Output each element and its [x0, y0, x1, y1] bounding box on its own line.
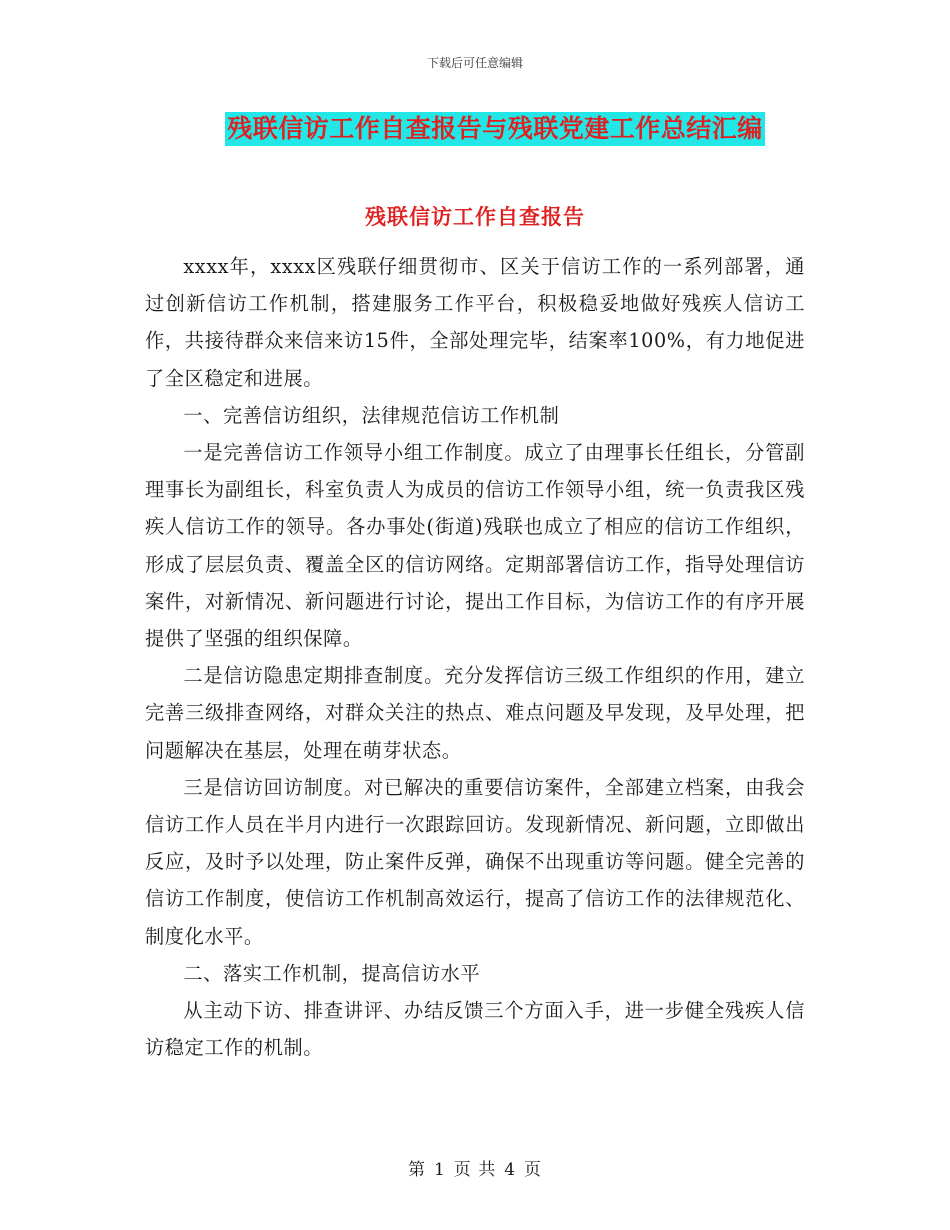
paragraph-intro: xxxx年，xxxx区残联仔细贯彻市、区关于信访工作的一系列部署，通过创新信访工作机制，搭建服务工作平台，积极稳妥地做好残疾人信访工作，共接待群众来信来访15件，全部处理完毕，结案率100%，有力地促进了全区稳定和进展。 [145, 255, 805, 390]
footer-page-number: 1 [433, 1160, 446, 1180]
paragraph-item-1: 一是完善信访工作领导小组工作制度。成立了由理事长任组长，分管副理事长为副组长，科室负责人为成员的信访工作领导小组，统一负责我区残疾人信访工作的领导。各办事处(街道)残联也成立了相应的信访工作组织，形成了层层负责、覆盖全区的信访网络。定期部署信访工作，指导处理信访案件，对新情况、新问题进行讨论，提出工作目标，为信访工作的有序开展提供了坚强的组织保障。 [145, 441, 805, 651]
paragraph-heading-1: 一、完善信访组织，法律规范信访工作机制 [183, 403, 560, 427]
main-title-container [0, 112, 950, 146]
footer-total-pages: 4 [504, 1160, 517, 1180]
paragraph-item-3: 三是信访回访制度。对已解决的重要信访案件，全部建立档案，由我会信访工作人员在半月内进行一次跟踪回访。发现新情况、新问题，立即做出反应，及时予以处理，防止案件反弹，确保不出现重访等问题。健全完善的信访工作制度，使信访工作机制高效运行，提高了信访工作的法律规范化、制度化水平。 [145, 775, 805, 948]
page-footer [0, 1155, 950, 1180]
document-body [145, 248, 805, 1066]
footer-suffix: 页 [524, 1160, 543, 1180]
main-title: 残联信访工作自查报告与残联党建工作总结汇编 [225, 112, 765, 146]
paragraph-item-2: 二是信访隐患定期排查制度。充分发挥信访三级工作组织的作用，建立完善三级排查网络，对群众关注的热点、难点问题及早发现，及早处理，把问题解决在基层，处理在萌芽状态。 [145, 664, 805, 762]
paragraph-heading-2: 二、落实工作机制，提高信访水平 [183, 961, 481, 985]
page-header-note: 下载后可任意编辑 [426, 56, 523, 70]
footer-middle: 页 共 [453, 1160, 497, 1180]
paragraph-closing: 从主动下访、排查讲评、办结反馈三个方面入手，进一步健全残疾人信访稳定工作的机制。 [145, 999, 805, 1060]
section-title: 残联信访工作自查报告 [365, 204, 585, 229]
footer-prefix: 第 [407, 1160, 426, 1180]
